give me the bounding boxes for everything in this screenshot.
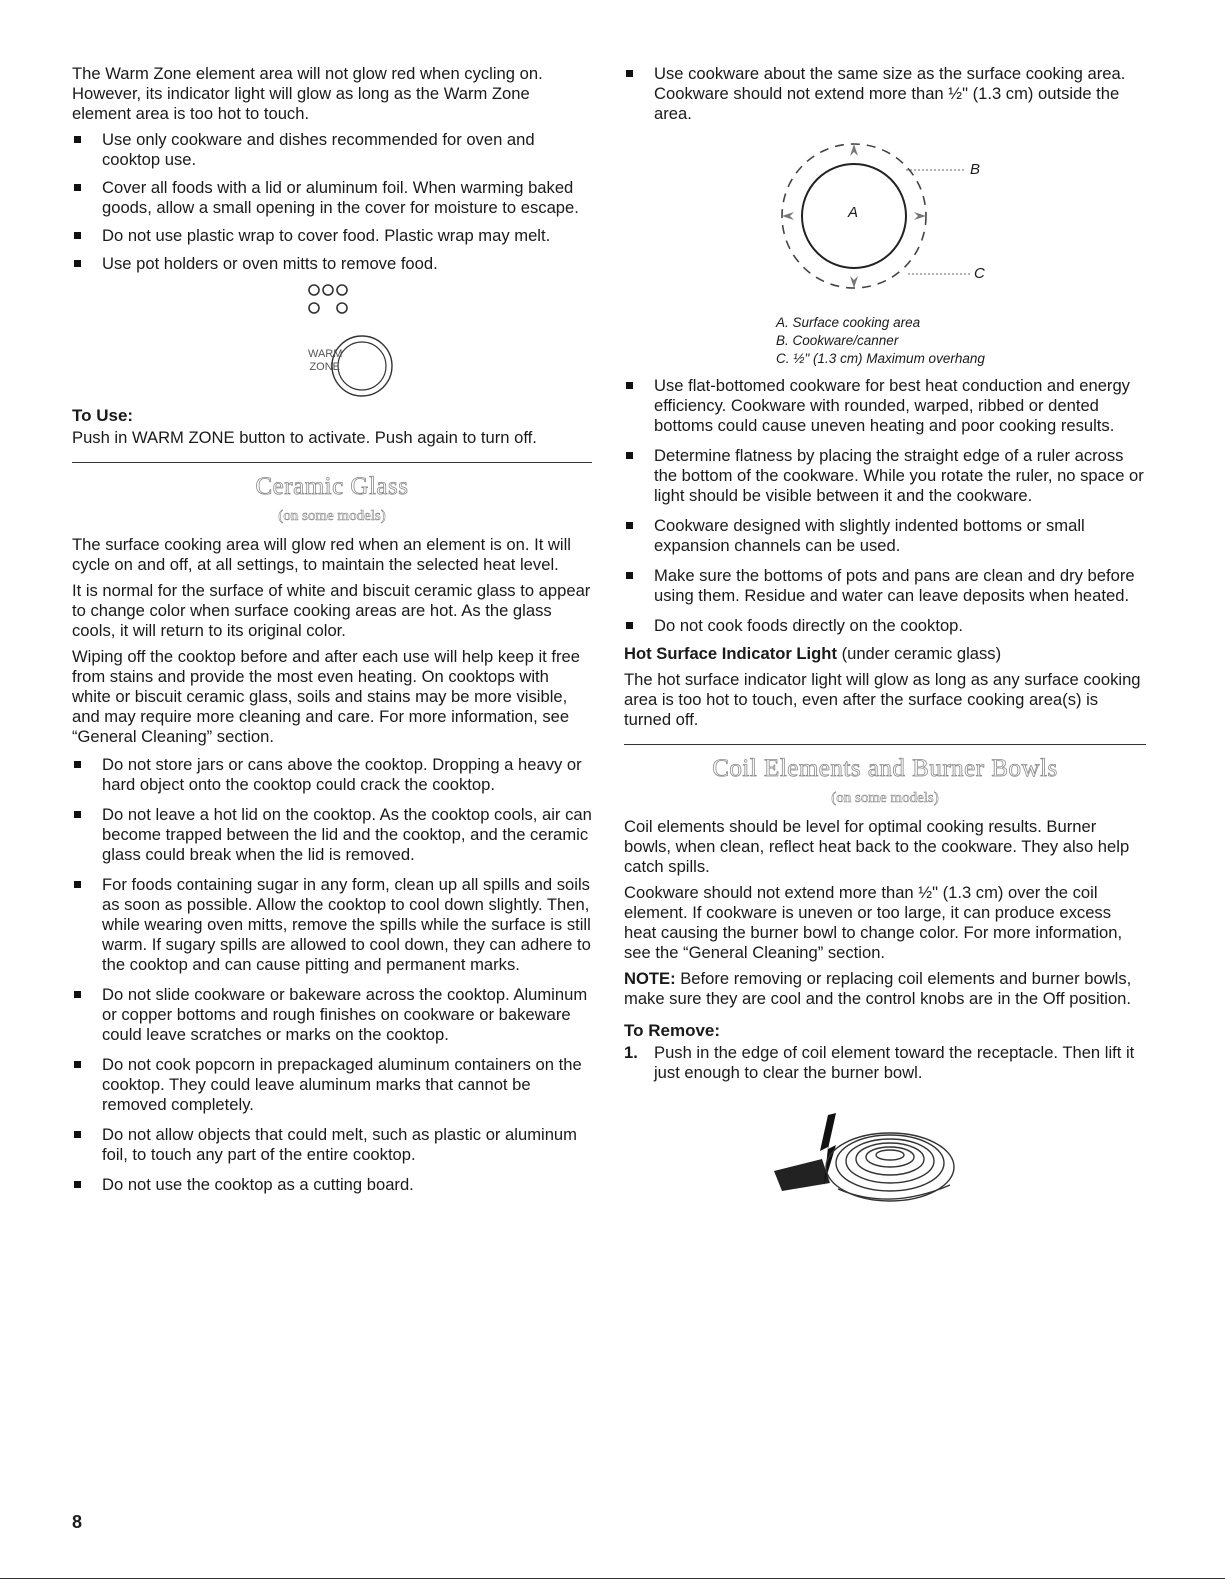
note-text: Before removing or replacing coil elements and burner bowls, make sure they are cool and the control knobs are in the Off position. xyxy=(624,969,1132,1008)
coil-paragraph-2: Cookware should not extend more than ½" (1.3 cm) over the coil element. If cookware is uneven or too large, it can produce excess heat causing the burner bowl to change color. For more information, see the “General Cleaning” section. xyxy=(624,883,1123,962)
warm-zone-label-line1: WARM xyxy=(308,348,343,360)
warm-zone-intro: The Warm Zone element area will not glow red when cycling on. However, its indicator light will glow as long as the Warm Zone element area is too hot to touch. xyxy=(72,64,543,123)
diagram-letter-b: B xyxy=(970,161,981,178)
step-text: Push in the edge of coil element toward the receptacle. Then lift it just enough to clear the burner bowl. xyxy=(654,1043,1135,1082)
list-item: Do not use plastic wrap to cover food. Plastic wrap may melt. xyxy=(72,226,592,246)
caption-b: B. Cookware/canner xyxy=(776,333,899,348)
list-item: Use pot holders or oven mitts to remove food. xyxy=(72,254,592,274)
diagram-letter-c: C xyxy=(974,265,985,282)
list-item: Do not cook popcorn in prepackaged aluminum containers on the cooktop. They could leave aluminum marks that cannot be removed completely. xyxy=(72,1055,592,1115)
remove-steps xyxy=(624,1043,1146,1083)
to-use-text: Push in WARM ZONE button to activate. Push again to turn off. xyxy=(72,428,537,447)
right-column xyxy=(624,64,1146,1213)
list-item: Do not allow objects that could melt, such as plastic or aluminum foil, to touch any part of the entire cooktop. xyxy=(72,1125,592,1165)
cookware-diagram-icon xyxy=(624,132,1146,310)
hot-surface-paren: (under ceramic glass) xyxy=(836,644,1002,663)
diagram-captions xyxy=(624,314,1146,368)
to-use-heading: To Use: xyxy=(72,406,134,425)
cookware-size-bullet xyxy=(624,64,1146,124)
list-item: Make sure the bottoms of pots and pans are clean and dry before using them. Residue and water can leave deposits when heated. xyxy=(624,566,1146,606)
ceramic-glass-subtitle: (on some models) xyxy=(278,508,386,524)
list-item: Do not store jars or cans above the cooktop. Dropping a heavy or hard object onto the cooktop could crack the cooktop. xyxy=(72,755,592,795)
list-item: Determine flatness by placing the straight edge of a ruler across the bottom of the cookware. While you rotate the ruler, no space or light should be visible between it and the cookware. xyxy=(624,446,1146,506)
hot-surface-text: The hot surface indicator light will glow as long as any surface cooking area is too hot to touch, even after the surface cooking area(s) is turned off. xyxy=(624,670,1141,729)
page-number: 8 xyxy=(72,1512,83,1532)
ceramic-glass-title: Ceramic Glass xyxy=(255,473,409,500)
step-number: 1. xyxy=(624,1043,638,1062)
list-item: Cookware designed with slightly indented bottoms or small expansion channels can be used. xyxy=(624,516,1146,556)
hot-surface-heading: Hot Surface Indicator Light xyxy=(624,644,837,663)
coil-elements-title: Coil Elements and Burner Bowls xyxy=(712,755,1058,782)
coil-element-icon xyxy=(624,1093,1146,1213)
coil-paragraph-1: Coil elements should be level for optimal cooking results. Burner bowls, when clean, reflect heat back to the cookware. They also help catch spills. xyxy=(624,817,1130,876)
list-item: Do not use the cooktop as a cutting board. xyxy=(72,1175,592,1195)
list-item: For foods containing sugar in any form, clean up all spills and soils as soon as possible. Allow the cooktop to cool down slightly. Then, while wearing oven mitts, remove the spills while the surface is still warm. If sugary spills are allowed to cool down, they can adhere to the cooktop and can cause pitting and permanent marks. xyxy=(72,875,592,975)
list-item xyxy=(624,1043,1146,1083)
list-item: Do not slide cookware or bakeware across the cooktop. Aluminum or copper bottoms and rough finishes on cookware or bakeware could leave scratches or marks on the cooktop. xyxy=(72,985,592,1045)
list-item: Cover all foods with a lid or aluminum foil. When warming baked goods, allow a small opening in the cover for moisture to escape. xyxy=(72,178,592,218)
cooktop-indicator-icon xyxy=(72,282,592,402)
list-item: Do not cook foods directly on the cooktop. xyxy=(624,616,1146,636)
ceramic-paragraph-2: It is normal for the surface of white and biscuit ceramic glass to appear to change color when surface cooking areas are hot. As the glass cools, it will return to its original color. xyxy=(72,581,591,640)
section-divider xyxy=(624,744,1146,745)
to-remove-heading: To Remove: xyxy=(624,1021,721,1040)
note-label: NOTE: xyxy=(624,969,676,988)
warm-zone-bullets xyxy=(72,130,592,274)
list-item: Use only cookware and dishes recommended for oven and cooktop use. xyxy=(72,130,592,170)
note-paragraph xyxy=(624,969,1146,1009)
ceramic-paragraph-1: The surface cooking area will glow red when an element is on. It will cycle on and off, at all settings, to maintain the selected heat level. xyxy=(72,535,571,574)
left-column xyxy=(72,64,592,1203)
list-item: Do not leave a hot lid on the cooktop. As the cooktop cools, air can become trapped between the lid and the cooktop, and the ceramic glass could break when the lid is removed. xyxy=(72,805,592,865)
coil-elements-subtitle: (on some models) xyxy=(831,790,939,806)
caption-a: A. Surface cooking area xyxy=(776,315,921,330)
bottom-divider xyxy=(0,1578,1225,1579)
coil-removal-illustration xyxy=(624,1093,1146,1213)
ceramic-bullets xyxy=(72,755,592,1195)
warm-zone-label-line2: ZONE xyxy=(309,361,340,373)
cookware-bullets xyxy=(624,376,1146,636)
list-item: Use cookware about the same size as the surface cooking area. Cookware should not extend more than ½" (1.3 cm) outside the area. xyxy=(624,64,1146,124)
section-divider xyxy=(72,462,592,463)
caption-c: C. ½" (1.3 cm) Maximum overhang xyxy=(776,351,985,366)
list-item: Use flat-bottomed cookware for best heat conduction and energy efficiency. Cookware with rounded, warped, ribbed or dented bottoms could cause uneven heating and poor cooking results. xyxy=(624,376,1146,436)
diagram-letter-a: A xyxy=(848,204,859,221)
warm-zone-diagram xyxy=(72,282,592,402)
ceramic-paragraph-3: Wiping off the cooktop before and after each use will help keep it free from stains and provide the most even heating. On cooktops with white or biscuit ceramic glass, soils and stains may be more visible, and may require more cleaning and care. For more information, see “General Cleaning” section. xyxy=(72,647,580,746)
cookware-overhang-diagram xyxy=(624,132,1146,310)
hot-surface-heading-line xyxy=(624,644,1146,664)
